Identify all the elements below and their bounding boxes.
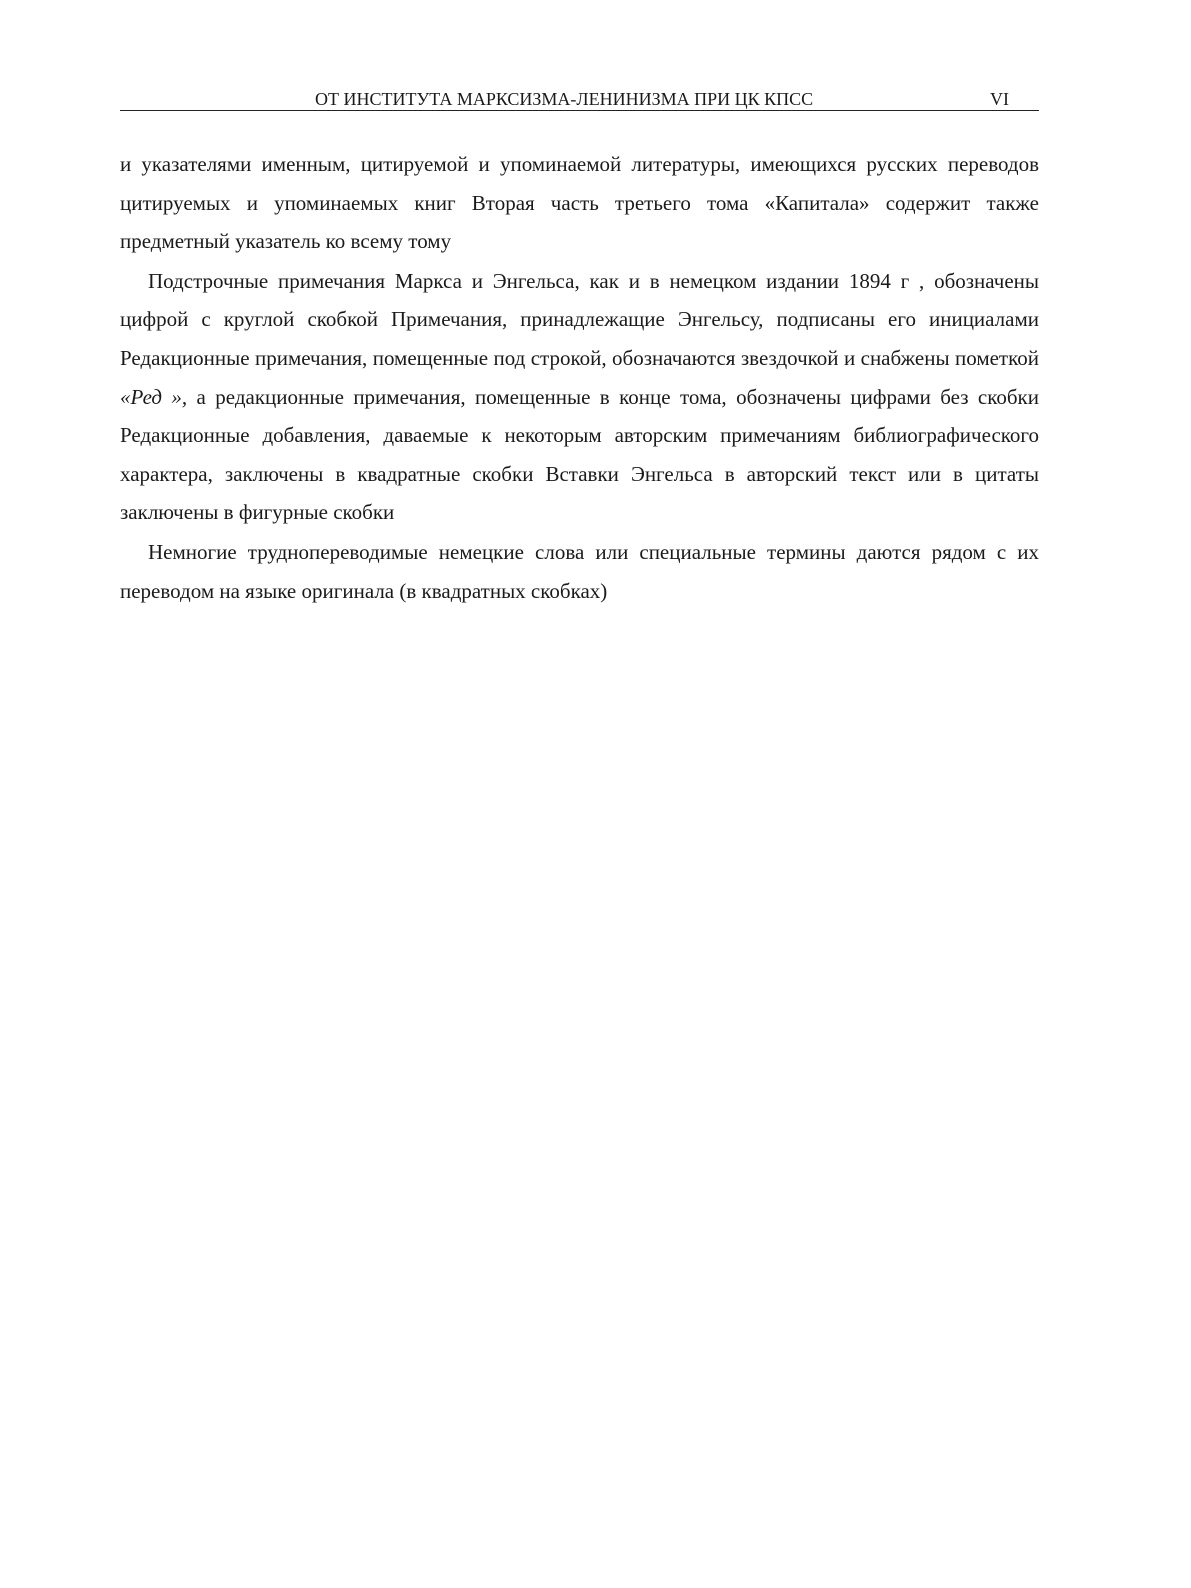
paragraph-2-part-2: а редакционные примечания, помещенные в конце тома, обозначены цифрами без скобки Редакционные добавления, даваемые к некоторым авторским примечаниям библиографического характера, заключены в квадратные скобки Вставки Энгельса в авторский текст или в цитаты заключены в фигурные скобки bbox=[120, 384, 1039, 525]
running-header-title: ОТ ИНСТИТУТА МАРКСИЗМА-ЛЕНИНИЗМА ПРИ ЦК КПСС bbox=[315, 89, 814, 109]
document-page bbox=[120, 88, 1039, 611]
page-number: VI bbox=[990, 89, 1009, 109]
paragraph-2 bbox=[120, 262, 1039, 532]
body-text bbox=[120, 145, 1039, 610]
paragraph-3: Немногие труднопереводимые немецкие слова или специальные термины даются рядом с их переводом на языке оригинала (в квадратных скобках) bbox=[120, 539, 1039, 603]
paragraph-2-italic-mark: «Ред », bbox=[120, 384, 188, 409]
paragraph-1: и указателями именным, цитируемой и упоминаемой литературы, имеющихся русских переводов цитируемых и упоминаемых книг Вторая часть третьего тома «Капитала» содержит также предметный указатель ко всему тому bbox=[120, 152, 1039, 254]
paragraph-2-part-1: Подстрочные примечания Маркса и Энгельса, как и в немецком издании 1894 г , обозначены цифрой с круглой скобкой Примечания, принадлежащие Энгельсу, подписаны его инициалами Редакционные примечания, помещенные под строкой, обозначаются звездочкой и снабжены пометкой bbox=[120, 268, 1039, 370]
running-header bbox=[120, 88, 1039, 111]
